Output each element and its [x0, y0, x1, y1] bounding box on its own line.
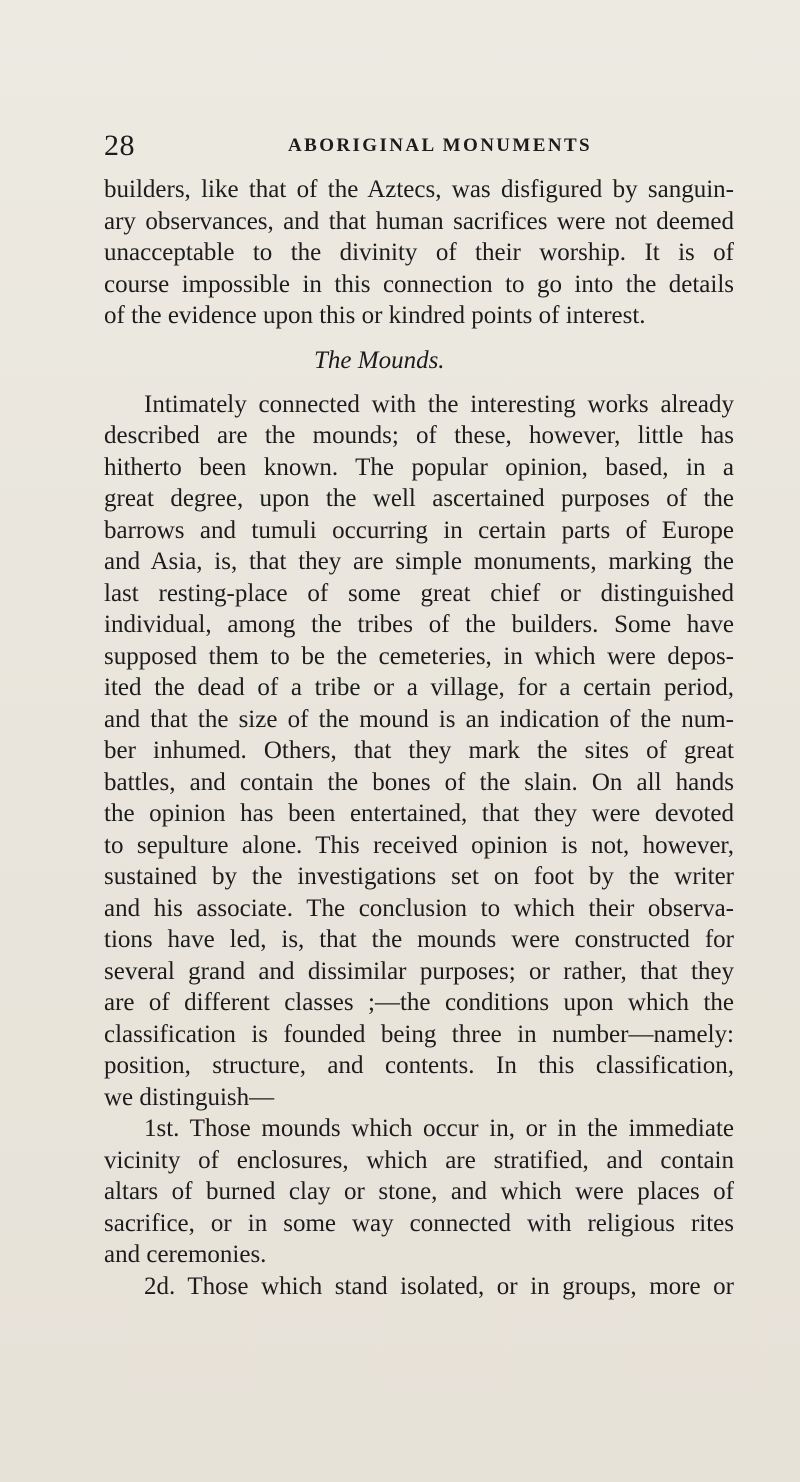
text-line: Intimately connected with the interesting works already [144, 390, 734, 418]
text-line: battles, and contain the bones of the slain. On all hands [104, 768, 734, 796]
page-header [104, 126, 732, 166]
text-line: we distinguish— [104, 1083, 275, 1111]
text-line: of the evidence upon this or kindred points of interest. [104, 302, 646, 329]
text-line: and Asia, is, that they are simple monuments, marking the [104, 548, 734, 575]
text-line: and his associate. The conclusion to which their observa- [104, 894, 734, 922]
text-line: individual, among the tribes of the builders. Some have [104, 611, 734, 638]
section-subheading: The Mounds. [314, 346, 445, 374]
text-line: hitherto been known. The popular opinion, based, in a [104, 453, 734, 481]
text-line: altars of burned clay or stone, and which were places of [104, 1178, 734, 1205]
text-line: great degree, upon the well ascertained purposes of the [104, 485, 734, 512]
text-line: supposed them to be the cemeteries, in which were depos- [104, 642, 734, 670]
text-line: 2d. Those which stand isolated, or in groups, more or [144, 1272, 734, 1300]
text-line: the opinion has been entertained, that they were devoted [104, 800, 734, 827]
text-line: several grand and dissimilar purposes; or rather, that they [104, 957, 734, 985]
text-line: to sepulture alone. This received opinion is not, however, [104, 831, 734, 859]
page-number: 28 [104, 129, 135, 162]
text-line: last resting-place of some great chief or distinguished [104, 579, 734, 607]
text-line: ited the dead of a tribe or a village, for a certain period, [104, 674, 734, 701]
text-line: tions have led, is, that the mounds were constructed for [104, 926, 734, 953]
text-line: barrows and tumuli occurring in certain parts of Europe [104, 516, 734, 544]
text-line: and ceremonies. [104, 1241, 267, 1268]
text-line: ary observances, and that human sacrifices were not deemed [104, 207, 734, 235]
text-line: vicinity of enclosures, which are stratified, and contain [104, 1146, 734, 1174]
page-body [104, 174, 734, 1302]
text-line: sacrifice, or in some way connected with religious rites [104, 1209, 734, 1237]
text-line: classification is founded being three in number—namely: [104, 1020, 734, 1048]
text-line: builders, like that of the Aztecs, was disfigured by sanguin- [104, 176, 734, 203]
text-line: are of different classes ;—the conditions upon which the [104, 989, 734, 1016]
text-line: position, structure, and contents. In this classification, [104, 1052, 734, 1079]
text-line: ber inhumed. Others, that they mark the sites of great [104, 737, 734, 764]
text-line: unacceptable to the divinity of their worship. It is of [104, 239, 734, 266]
text-line: described are the mounds; of these, however, little has [104, 422, 734, 449]
text-line: 1st. Those mounds which occur in, or in the immediate [144, 1115, 734, 1142]
text-line: sustained by the investigations set on foot by the writer [104, 863, 734, 890]
text-line: and that the size of the mound is an indication of the num- [104, 705, 734, 733]
running-title: ABORIGINAL MONUMENTS [288, 135, 592, 156]
text-line: course impossible in this connection to go into the details [104, 270, 734, 298]
